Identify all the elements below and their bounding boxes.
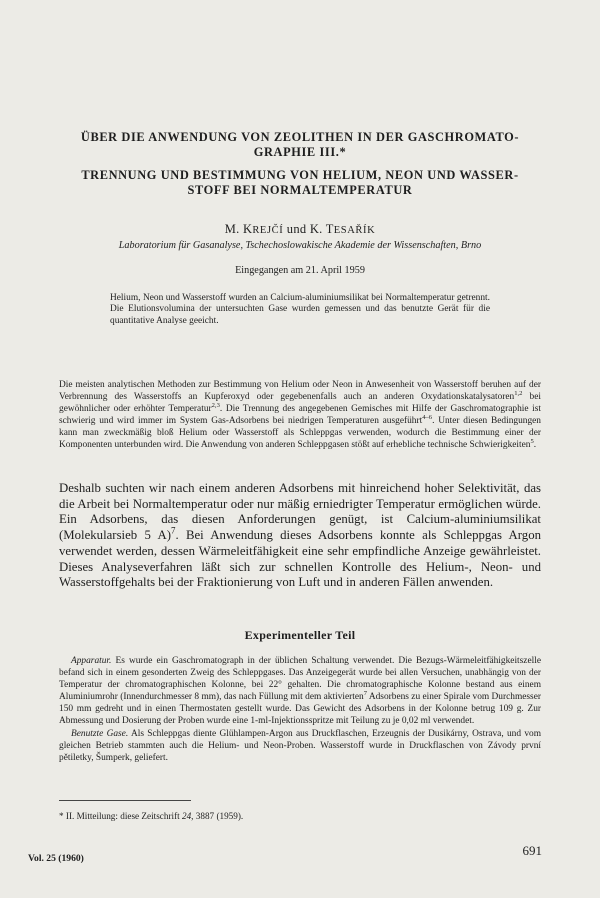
page-number: 691 xyxy=(522,843,542,858)
intro-text-3: . Die Trennung des angegebenen Gemisches mit Hilfe der Gaschromatographie ist schwierig und wird immer im System Gas-Adsorbens bei niedrigen Temperaturen ausgeführt xyxy=(59,404,541,427)
intro-paragraph xyxy=(59,379,541,452)
subtitle-line-2: STOFF BEI NORMALTEMPERATUR xyxy=(187,183,413,197)
footnote-text-1: * II. Mitteilung: diese Zeitschrift xyxy=(59,811,182,821)
footnote xyxy=(59,811,541,821)
gases-text: Als Schleppgas diente Glühlampen-Argon aus Druckflaschen, Erzeugnis der Dusikárny, Ostrava, und vom gleichen Betrieb stammten auch die Helium- und Neon-Proben. Wasserstoff wurde in Druckflaschen von Závody první pětiletky, Šumperk, geliefert. xyxy=(59,728,541,763)
author-1-initial: M. K xyxy=(224,222,253,236)
citation: 4–6 xyxy=(422,414,433,422)
abstract: Helium, Neon und Wasserstoff wurden an Calcium-aluminiumsilikat bei Normaltemperatur getrennt. Die Elutionsvolumina der untersuchten Gase wurden gemessen und das benutzte Gerät für die quantitative Analyse geeicht. xyxy=(110,293,490,326)
author-1-surname: REJČÍ xyxy=(252,225,284,236)
author-2-surname: ESAŘÍK xyxy=(333,225,376,236)
apparatus-label: Apparatur. xyxy=(71,656,112,666)
citation: 2,3 xyxy=(211,402,220,410)
citation: 7 xyxy=(170,525,176,536)
affiliation: Laboratorium für Gasanalyse, Tschechoslowakische Akademie der Wissenschaften, Brno xyxy=(118,240,482,251)
author-2-initial: K. T xyxy=(309,222,334,236)
section-heading: Experimenteller Teil xyxy=(244,628,356,642)
journal-reference: Vol. 25 (1960) xyxy=(28,853,84,864)
received-date: Eingegangen am 21. April 1959 xyxy=(235,265,365,276)
apparatus-text-2: Adsorbens zu einer Spirale vom Durchmesser 150 mm gedreht und in einen Thermostaten gestellt wurde. Das Gewicht des Adsorbens in der Kolonne betrug 109 g. Zur Abmessung und Dosierung der Proben wurde eine 1-ml-Injektionsspritze mit Teilung zu je 0,02 ml verwendet. xyxy=(59,692,541,727)
main-text-2: . Bei Anwendung dieses Adsorbens konnte als Schleppgas Argon verwendet werden, dessen Wärmeleitfähigkeit eine sehr empfindliche Anzeige gewährleistet. Dieses Analyseverfahren läßt sich zur schnellen Kontrolle des Helium-, Neon- und Wasserstoffgehalts bei der Fraktionierung von Luft und in anderen Fällen anwenden. xyxy=(59,528,541,590)
footnote-divider xyxy=(59,800,191,801)
intro-text-5: . xyxy=(533,440,537,451)
intro-text-2: bei gewöhnlicher oder erhöhter Temperatur xyxy=(59,392,541,415)
title-line-2: GRAPHIE III.* xyxy=(253,145,347,159)
footnote-volume: 24 xyxy=(181,811,192,821)
title-line-1: ÜBER DIE ANWENDUNG VON ZEOLITHEN IN DER GASCHROMATO- xyxy=(80,130,520,144)
citation: 5 xyxy=(530,438,534,446)
article-title xyxy=(40,130,560,198)
gases-paragraph xyxy=(59,728,541,764)
main-paragraph xyxy=(59,481,541,591)
intro-text-4: . Unter diesen Bedingungen kann man zweckmäßig bloß Helium oder Wasserstoff als Schleppgas verwenden, wodurch die Bestimmung einer der Komponenten unterbunden wird. Die Anwendung von anderen Schleppgasen stößt auf erhebliche technische Schwierigkeiten xyxy=(59,416,541,451)
apparatus-text-1: Es wurde ein Gaschromatograph in der üblichen Schaltung verwendet. Die Bezugs-Wärmeleitfähigkeitszelle befand sich in einem gesonderten Zweig des Schleppgases. Das Anzeigegerät wurde bei allen Versuchen, unabhängig von der Temperatur der chromatographischen Kolonne, bei 22° gehalten. Die chromatographische Kolonne bestand aus einem Aluminiumrohr (Innendurchmesser 8 mm), das nach Füllung mit dem aktivierten xyxy=(59,656,541,703)
authors-conjunction: und xyxy=(283,222,310,236)
authors xyxy=(40,222,560,237)
main-text-1: Deshalb suchten wir nach einem anderen Adsorbens mit hinreichend hoher Selektivität, das die Arbeit bei Normaltemperatur oder nur mäßig erniedrigter Temperatur ermöglichen würde. Ein Adsorbens, das diesen Anforderungen genügt, ist Calcium-aluminiumsilikat (Molekularsieb 5 A) xyxy=(59,481,541,543)
intro-text-1: Die meisten analytischen Methoden zur Bestimmung von Helium oder Neon in Anwesenheit von Wasserstoff beruhen auf der Verbrennung des Wasserstoffs an Kupferoxyd oder gegebenenfalls auch an anderen Oxydationskatalysatoren xyxy=(59,380,541,403)
gases-label: Benutzte Gase. xyxy=(71,728,129,739)
footnote-text-2: , 3887 (1959). xyxy=(191,811,244,821)
apparatus-paragraph xyxy=(59,655,541,728)
experimental-section xyxy=(59,655,541,764)
citation: 1,2 xyxy=(514,389,523,397)
citation: 7 xyxy=(363,690,368,698)
subtitle-line-1: TRENNUNG UND BESTIMMUNG VON HELIUM, NEON UND WASSER- xyxy=(81,168,519,182)
